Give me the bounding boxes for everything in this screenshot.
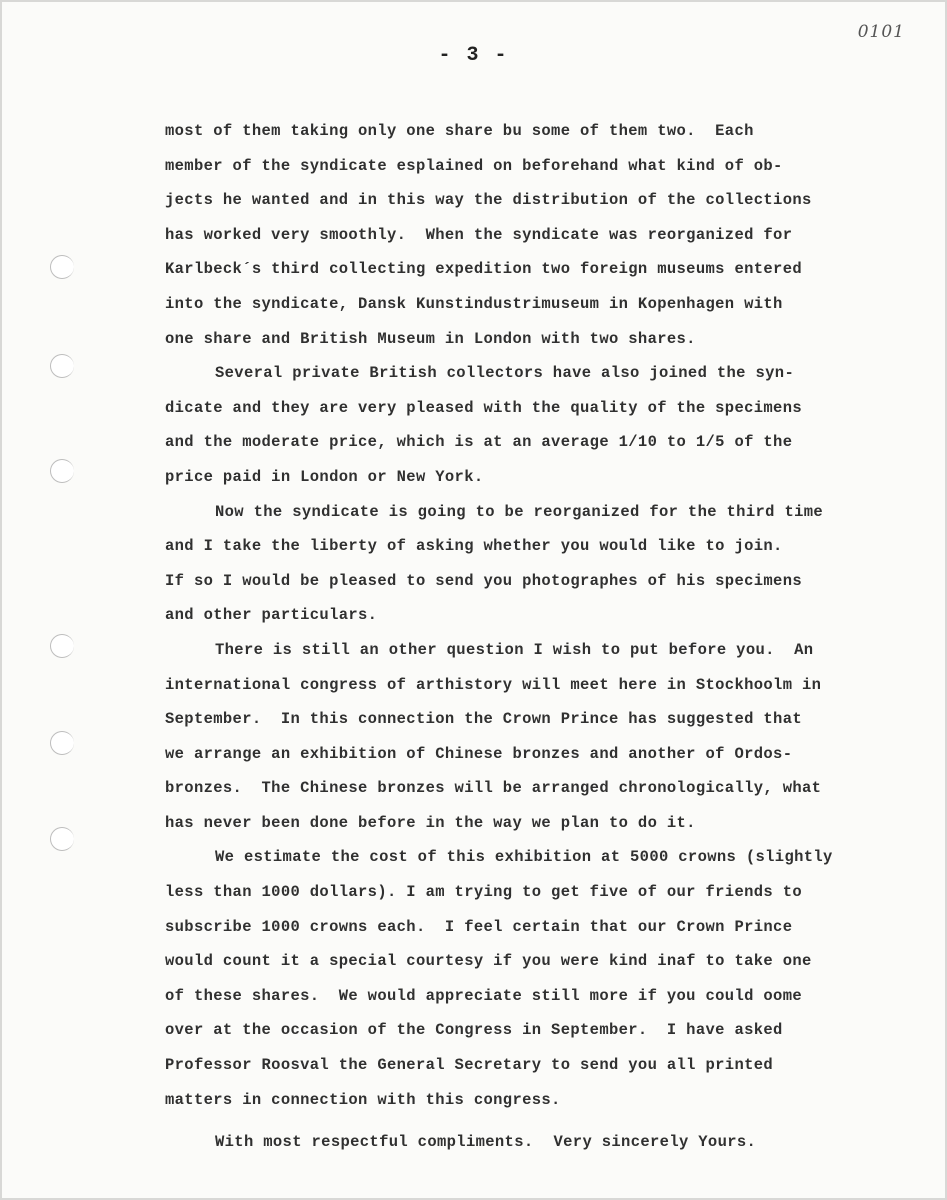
text-line: There is still an other question I wish to put before you. An <box>215 640 814 659</box>
punch-hole <box>50 827 74 851</box>
text-line: jects he wanted and in this way the distribution of the collections <box>165 191 812 210</box>
paragraph <box>165 840 905 1117</box>
text-line: less than 1000 dollars). I am trying to get five of our friends to <box>165 883 802 902</box>
paragraph-list <box>165 114 905 1117</box>
text-line: bronzes. The Chinese bronzes will be arranged chronologically, what <box>165 779 822 798</box>
text-line: Several private British collectors have also joined the syn- <box>215 364 795 383</box>
text-line: one share and British Museum in London with two shares. <box>165 329 696 348</box>
punch-hole <box>50 634 74 658</box>
punch-hole <box>50 731 74 755</box>
paragraph <box>165 114 905 356</box>
text-line: Karlbeck´s third collecting expedition two foreign museums entered <box>165 260 802 279</box>
text-line: and I take the liberty of asking whether you would like to join. <box>165 537 783 556</box>
text-line: subscribe 1000 crowns each. I feel certain that our Crown Prince <box>165 917 793 936</box>
paragraph <box>165 633 905 841</box>
text-line: international congress of arthistory will meet here in Stockhoolm in <box>165 675 822 694</box>
text-line: dicate and they are very pleased with the quality of the specimens <box>165 398 802 417</box>
text-line: September. In this connection the Crown Prince has suggested that <box>165 710 802 729</box>
text-line: Professor Roosval the General Secretary to send you all printed <box>165 1056 774 1075</box>
text-line: has never been done before in the way we plan to do it. <box>165 813 696 832</box>
closing-compliments: With most respectful compliments. <box>215 1133 534 1152</box>
closing-line <box>165 1117 905 1152</box>
text-line: has worked very smoothly. When the syndicate was reorganized for <box>165 225 793 244</box>
text-line: over at the occasion of the Congress in September. I have asked <box>165 1021 783 1040</box>
closing-signoff: Very sincerely Yours. <box>553 1133 757 1152</box>
archive-number: 0101 <box>857 22 905 42</box>
text-line: and other particulars. <box>165 606 378 625</box>
text-line: and the moderate price, which is at an average 1/10 to 1/5 of the <box>165 433 793 452</box>
text-line: We estimate the cost of this exhibition at 5000 crowns (slightly <box>215 848 833 867</box>
text-line: If so I would be pleased to send you photographes of his specimens <box>165 571 802 590</box>
text-line: most of them taking only one share bu some of them two. Each <box>165 122 754 140</box>
text-line: price paid in London or New York. <box>165 467 484 486</box>
text-line: of these shares. We would appreciate still more if you could oome <box>165 986 802 1005</box>
text-line: member of the syndicate esplained on beforehand what kind of ob- <box>165 156 783 175</box>
text-line: matters in connection with this congress. <box>165 1090 561 1109</box>
paragraph <box>165 356 905 494</box>
punch-hole <box>50 255 74 279</box>
text-line: we arrange an exhibition of Chinese bronzes and another of Ordos- <box>165 744 793 763</box>
text-line: Now the syndicate is going to be reorganized for the third time <box>215 502 824 521</box>
letter-body <box>165 114 905 1152</box>
text-line: would count it a special courtesy if you were kind inaf to take one <box>165 952 812 971</box>
paragraph <box>165 495 905 633</box>
punch-hole <box>50 459 74 483</box>
page-number: - 3 - <box>438 44 509 67</box>
text-line: into the syndicate, Dansk Kunstindustrimuseum in Kopenhagen with <box>165 294 783 313</box>
punch-hole <box>50 354 74 378</box>
